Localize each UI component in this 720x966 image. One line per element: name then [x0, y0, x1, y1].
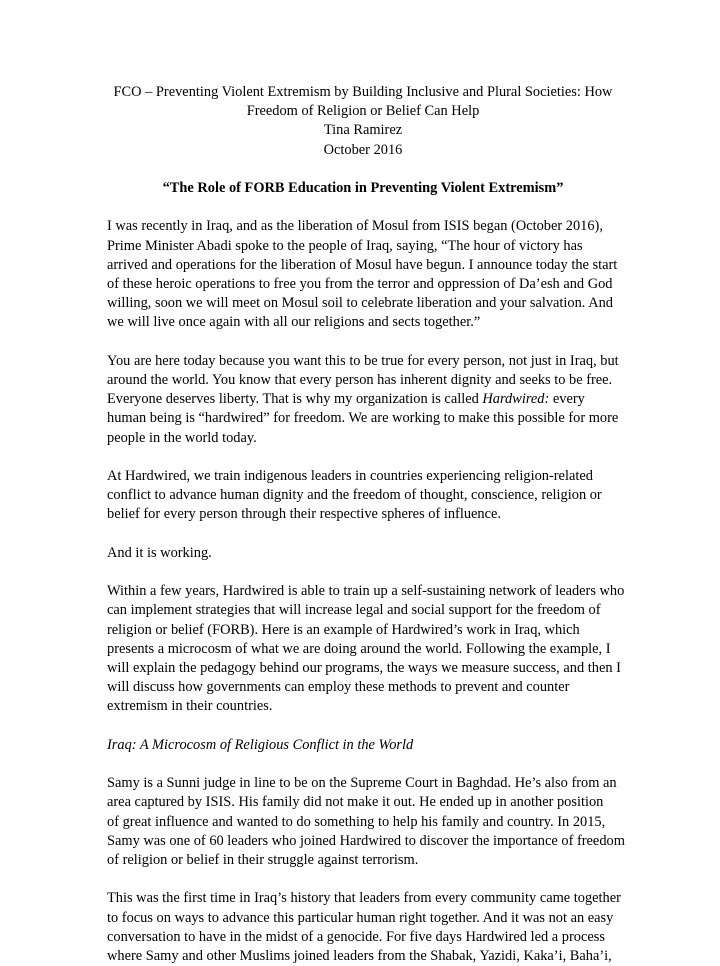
paragraph-2	[107, 352, 619, 448]
section-subheading: Iraq: A Microcosm of Religious Conflict in the World	[107, 736, 414, 753]
paragraph-line: You are here today because you want this to be true for every person, not just in Iraq, but	[107, 352, 619, 369]
paragraph-line: I was recently in Iraq, and as the liberation of Mosul from ISIS began (October 2016),	[107, 218, 603, 235]
hardwired-italic: Hardwired:	[482, 391, 550, 408]
paragraph-line: Samy was one of 60 leaders who joined Hardwired to discover the importance of freedom	[107, 832, 625, 849]
paragraph-4: And it is working.	[107, 544, 212, 561]
text-run: every	[549, 391, 585, 408]
paragraph-7	[107, 889, 619, 966]
paragraph-1	[107, 217, 619, 332]
paragraph-line: people in the world today.	[107, 429, 257, 446]
paragraph-line: of these heroic operations to free you from the terror and oppression of Da’esh and God	[107, 276, 613, 292]
paragraph-line: human being is “hardwired” for freedom. We are working to make this possible for more	[107, 410, 619, 427]
paragraph-line: arrived and operations for the liberation of Mosul have begun. I announce today the start	[107, 256, 618, 273]
paragraph-line: will explain the pedagogy behind our programs, the ways we measure success, and then I	[107, 660, 621, 676]
paragraph-line: we will live once again with all our religions and sects together.”	[107, 314, 481, 331]
paragraph-line: Within a few years, Hardwired is able to train up a self-sustaining network of leaders who	[107, 583, 625, 600]
paragraph-line: can implement strategies that will increase legal and social support for the freedom of	[107, 602, 601, 619]
paragraph-line: where Samy and other Muslims joined leaders from the Shabak, Yazidi, Kaka’i, Baha’i,	[107, 948, 612, 964]
paragraph-line: around the world. You know that every person has inherent dignity and seeks to be free.	[107, 372, 613, 388]
text-run: Everyone deserves liberty. That is why my organization is called	[107, 391, 483, 408]
paragraph-6	[107, 774, 625, 870]
header-author: Tina Ramirez	[323, 122, 403, 139]
paragraph-line: At Hardwired, we train indigenous leaders in countries experiencing religion-related	[107, 468, 593, 484]
paragraph-line: belief for every person through their respective spheres of influence.	[107, 506, 501, 523]
paragraph-line: This was the first time in Iraq’s history that leaders from every community came together	[107, 890, 621, 907]
paragraph-line: conversation to have in the midst of a genocide. For five days Hardwired led a process	[107, 928, 605, 945]
paragraph-line	[107, 390, 619, 409]
paragraph-3	[107, 467, 619, 525]
paragraph-line: extremism in their countries.	[107, 698, 273, 715]
paragraph-line: will discuss how governments can employ these methods to prevent and counter	[107, 679, 570, 696]
paragraph-line: area captured by ISIS. His family did not make it out. He ended up in another position	[107, 794, 604, 811]
paragraph-line: religion or belief (FORB). Here is an example of Hardwired’s work in Iraq, which	[107, 621, 580, 638]
paragraph-line: Prime Minister Abadi spoke to the people of Iraq, saying, “The hour of victory has	[107, 237, 583, 254]
paragraph-5	[107, 582, 625, 716]
paragraph-line: to focus on ways to advance this particular human right together. And it was not an easy	[107, 909, 614, 926]
header-title-line-2: Freedom of Religion or Belief Can Help	[246, 103, 480, 120]
paragraph-line: Samy is a Sunni judge in line to be on the Supreme Court in Baghdad. He’s also from an	[107, 775, 617, 792]
paragraph-line: of great influence and wanted to do something to help his family and country. In 2015,	[107, 813, 606, 830]
document-page	[107, 83, 625, 966]
paragraph-line: willing, soon we will meet on Mosul soil to celebrate liberation and your salvation. And	[107, 295, 613, 312]
header-title-line-1: FCO – Preventing Violent Extremism by Building Inclusive and Plural Societies: How	[113, 84, 613, 100]
speech-title: “The Role of FORB Education in Preventing Violent Extremism”	[162, 180, 564, 196]
paragraph-line: presents a microcosm of what we are doing around the world. Following the example, I	[107, 640, 611, 657]
document-header	[107, 83, 619, 160]
paragraph-line: conflict to advance human dignity and the freedom of thought, conscience, religion or	[107, 487, 602, 504]
header-date: October 2016	[323, 141, 403, 158]
paragraph-line: of religion or belief in their struggle against terrorism.	[107, 852, 419, 868]
